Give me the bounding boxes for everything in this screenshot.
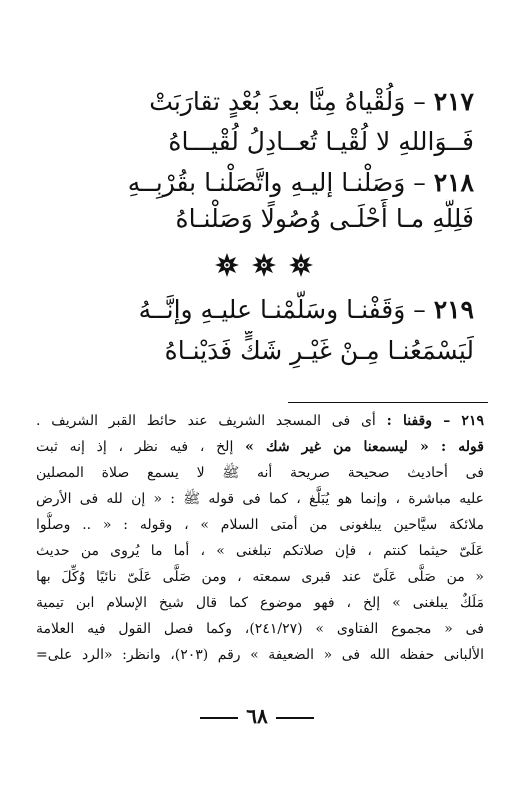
footnote-text: عليه مباشرة ، وإنما هو يُبَلَّغ ، كما فى قوله ﷺ : « إن لله فى الأرض <box>36 491 484 507</box>
footnote-lemma: ٢١٩ – وقفنا : <box>386 413 484 429</box>
footnote-line <box>36 616 484 642</box>
verse-hemistich: فَلِلَّهِ مـا أَحْلَـى وُصُولًا وَصَلْنـاهُ <box>175 204 474 233</box>
footnote-line <box>36 512 484 538</box>
footnote-text: إلخ ، فيه نظر ، إذ إنه ثبت <box>36 439 246 455</box>
page-number-dash <box>200 717 238 719</box>
footnote-line <box>36 460 484 486</box>
verse-number: ٢١٧ <box>433 87 474 116</box>
verse-hemistich: وَلُقْياهُ مِنَّا بعدَ بُعْدٍ تقارَبَتْ <box>149 87 406 116</box>
footnote-line <box>36 434 484 460</box>
verse-number: ٢١٩ <box>433 295 474 324</box>
footnote-lemma: قوله : « ليسمعنا من غير شك » <box>245 439 484 455</box>
ornament-separator <box>214 250 314 280</box>
footnote-line <box>36 564 484 590</box>
verse-217-line-2 <box>94 122 474 162</box>
footnote-line <box>36 538 484 564</box>
footnote-line <box>36 408 484 434</box>
footnote-text: الألبانى حفظه الله فى « الضعيفة » رقم (٢٠٣)، وانظر: «الرد على= <box>36 647 484 663</box>
verse-hemistich: فَــوَاللهِ لا لُقْيـا تُعــادِلُ لُقْيـــاهُ <box>168 127 474 156</box>
footnote-text: عَلَىّ حيثما كنتم ، فإن صلاتكم تبلغنى » ، أما ما يُروى من حديث <box>36 543 484 559</box>
verse-hemistich: وَقَفْنـا وسَلَّمْنـا عليـهِ وإنَّــهُ <box>138 295 406 324</box>
ornament-star-icon <box>251 252 277 278</box>
footnote-text: ملائكة سيَّاحين يبلغونى من أمتى السلام » ، وقوله : « .. وصلُّوا <box>36 517 484 533</box>
verse-218-line-1: ٢١٨ – وَصَلْنـا إليـهِ واتَّصَلْنـا بقُرْبِــهِ <box>127 168 474 197</box>
footnote-text: « من صَلَّى عَلَىّ عند قبرى سمعته ، ومن صَلَّى عَلَىّ نائيًا وُكِّلَ بها <box>36 569 484 585</box>
footnote-line <box>36 642 484 668</box>
footnote-text: مَلَكٌ يبلغنى » إلخ ، فهو موضوع كما قال شيخ الإسلام ابن تيمية <box>36 595 484 611</box>
verse-hemistich: لَيَسْمَعُنـا مِـنْ غَيْـرِ شَكٍّ فَدَيْنـاهُ <box>164 336 474 365</box>
verse-218-line-2 <box>94 199 474 239</box>
verse-219-line-2 <box>74 331 474 371</box>
footnote-rule <box>288 402 488 403</box>
verse-number: ٢١٨ <box>433 168 474 197</box>
page-number <box>0 704 514 734</box>
footnote-line <box>36 590 484 616</box>
verse-hemistich: وَصَلْنـا إليـهِ واتَّصَلْنـا بقُرْبِــهِ <box>127 168 406 197</box>
footnote-line <box>36 486 484 512</box>
footnote-text: فى « مجموع الفتاوى » (٢٤١/٢٧)، وكما فصل القول فيه العلامة <box>36 621 484 637</box>
footnote-text: أى فى المسجد الشريف عند حائط القبر الشريف . <box>36 413 387 429</box>
page-number-dash <box>276 717 314 719</box>
page-number-value: ٦٨ <box>246 704 268 728</box>
ornament-star-icon <box>288 252 314 278</box>
ornament-star-icon <box>214 252 240 278</box>
verse-217-line-1: ٢١٧ – وَلُقْياهُ مِنَّا بعدَ بُعْدٍ تقارَبَتْ <box>149 87 474 116</box>
footnote-text: فى أحاديث صحيحة صريحة أنه ﷺ لا يسمع صلاة المصلين <box>36 465 484 481</box>
verse-219-line-1: ٢١٩ – وَقَفْنـا وسَلَّمْنـا عليـهِ وإنَّــهُ <box>138 295 474 324</box>
